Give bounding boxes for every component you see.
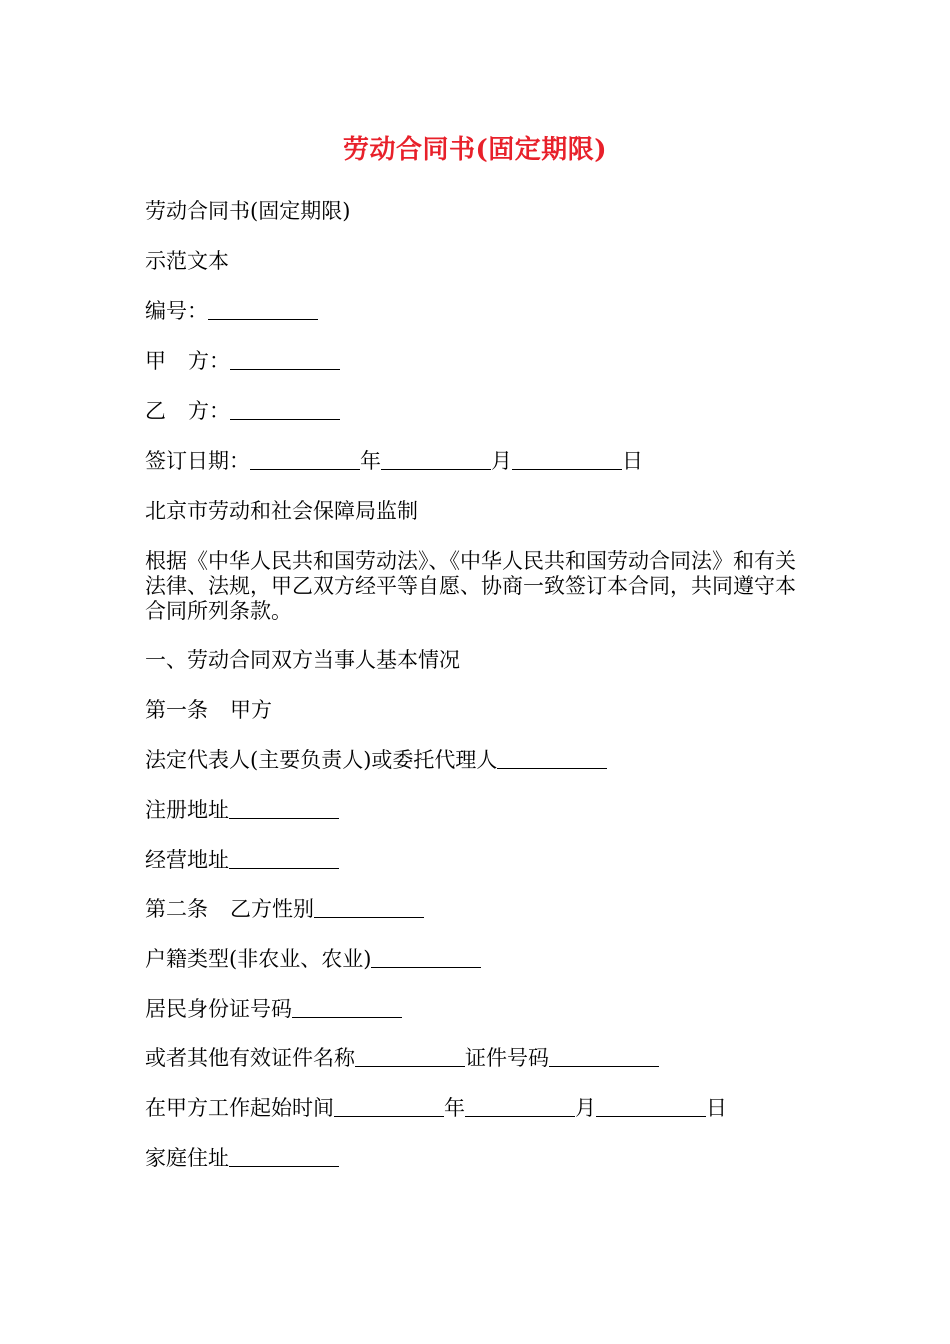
household-type-blank	[371, 947, 481, 968]
party-a-blank	[230, 349, 340, 370]
other-id-line	[145, 1046, 659, 1071]
start-time-label: 在甲方工作起始时间	[145, 1096, 334, 1120]
article-1-line	[145, 698, 272, 723]
sign-year-blank	[250, 449, 360, 470]
sign-date-label: 签订日期：	[145, 449, 250, 473]
home-address-blank	[229, 1146, 339, 1167]
sign-day-blank	[512, 449, 622, 470]
party-a-label-2: 方：	[188, 349, 230, 373]
sign-month-label: 月	[491, 449, 512, 473]
id-number-label: 居民身份证号码	[145, 997, 292, 1021]
article-2-line	[145, 897, 424, 922]
party-b-label-1: 乙	[145, 399, 166, 423]
registered-address-line	[145, 798, 339, 823]
id-number-line	[145, 997, 402, 1022]
start-day-label: 日	[706, 1096, 727, 1120]
number-line	[145, 299, 318, 324]
start-day-blank	[596, 1096, 706, 1117]
registered-address-label: 注册地址	[145, 798, 229, 822]
article-1-label: 第一条	[145, 698, 208, 722]
party-a-line	[145, 349, 340, 374]
subtitle: 劳动合同书(固定期限)	[145, 199, 351, 223]
start-month-blank	[465, 1096, 575, 1117]
business-address-line	[145, 848, 339, 873]
household-type-label: 户籍类型(非农业、农业)	[145, 947, 372, 971]
section-1-heading: 一、劳动合同双方当事人基本情况	[145, 648, 460, 672]
home-address-label: 家庭住址	[145, 1146, 229, 1170]
legal-rep-label: 法定代表人(主要负责人)或委托代理人	[145, 748, 498, 772]
document-title: 劳动合同书(固定期限)	[342, 135, 608, 165]
gender-blank	[314, 897, 424, 918]
registered-address-blank	[229, 798, 339, 819]
preamble-paragraph: 根据《中华人民共和国劳动法》、《中华人民共和国劳动合同法》和有关法律、法规，甲乙双方经平等自愿、协商一致签订本合同，共同遵守本合同所列条款。	[145, 549, 796, 623]
id-number-blank	[292, 997, 402, 1018]
supervisor-line: 北京市劳动和社会保障局监制	[145, 499, 418, 523]
party-b-label-2: 方：	[188, 399, 230, 423]
sign-month-blank	[381, 449, 491, 470]
id-no-blank	[549, 1046, 659, 1067]
business-address-blank	[229, 848, 339, 869]
sign-year-label: 年	[360, 449, 381, 473]
sign-day-label: 日	[622, 449, 643, 473]
household-type-line	[145, 947, 481, 972]
other-id-name-blank	[355, 1046, 465, 1067]
home-address-line	[145, 1146, 339, 1171]
legal-rep-line	[145, 748, 607, 773]
start-year-blank	[334, 1096, 444, 1117]
legal-rep-blank	[497, 748, 607, 769]
start-year-label: 年	[444, 1096, 465, 1120]
start-month-label: 月	[575, 1096, 596, 1120]
article-1-party: 甲方	[230, 698, 272, 722]
other-id-name-label: 或者其他有效证件名称	[145, 1046, 355, 1070]
article-2-label: 第二条	[145, 897, 208, 921]
id-no-label: 证件号码	[465, 1046, 549, 1070]
party-b-line	[145, 399, 340, 424]
party-a-label-1: 甲	[145, 349, 166, 373]
sign-date-line	[145, 449, 643, 474]
number-label: 编号：	[145, 299, 208, 323]
business-address-label: 经营地址	[145, 848, 229, 872]
number-blank	[208, 299, 318, 320]
sample-label: 示范文本	[145, 249, 229, 273]
gender-label: 乙方性别	[230, 897, 314, 921]
party-b-blank	[230, 399, 340, 420]
start-time-line	[145, 1096, 727, 1121]
